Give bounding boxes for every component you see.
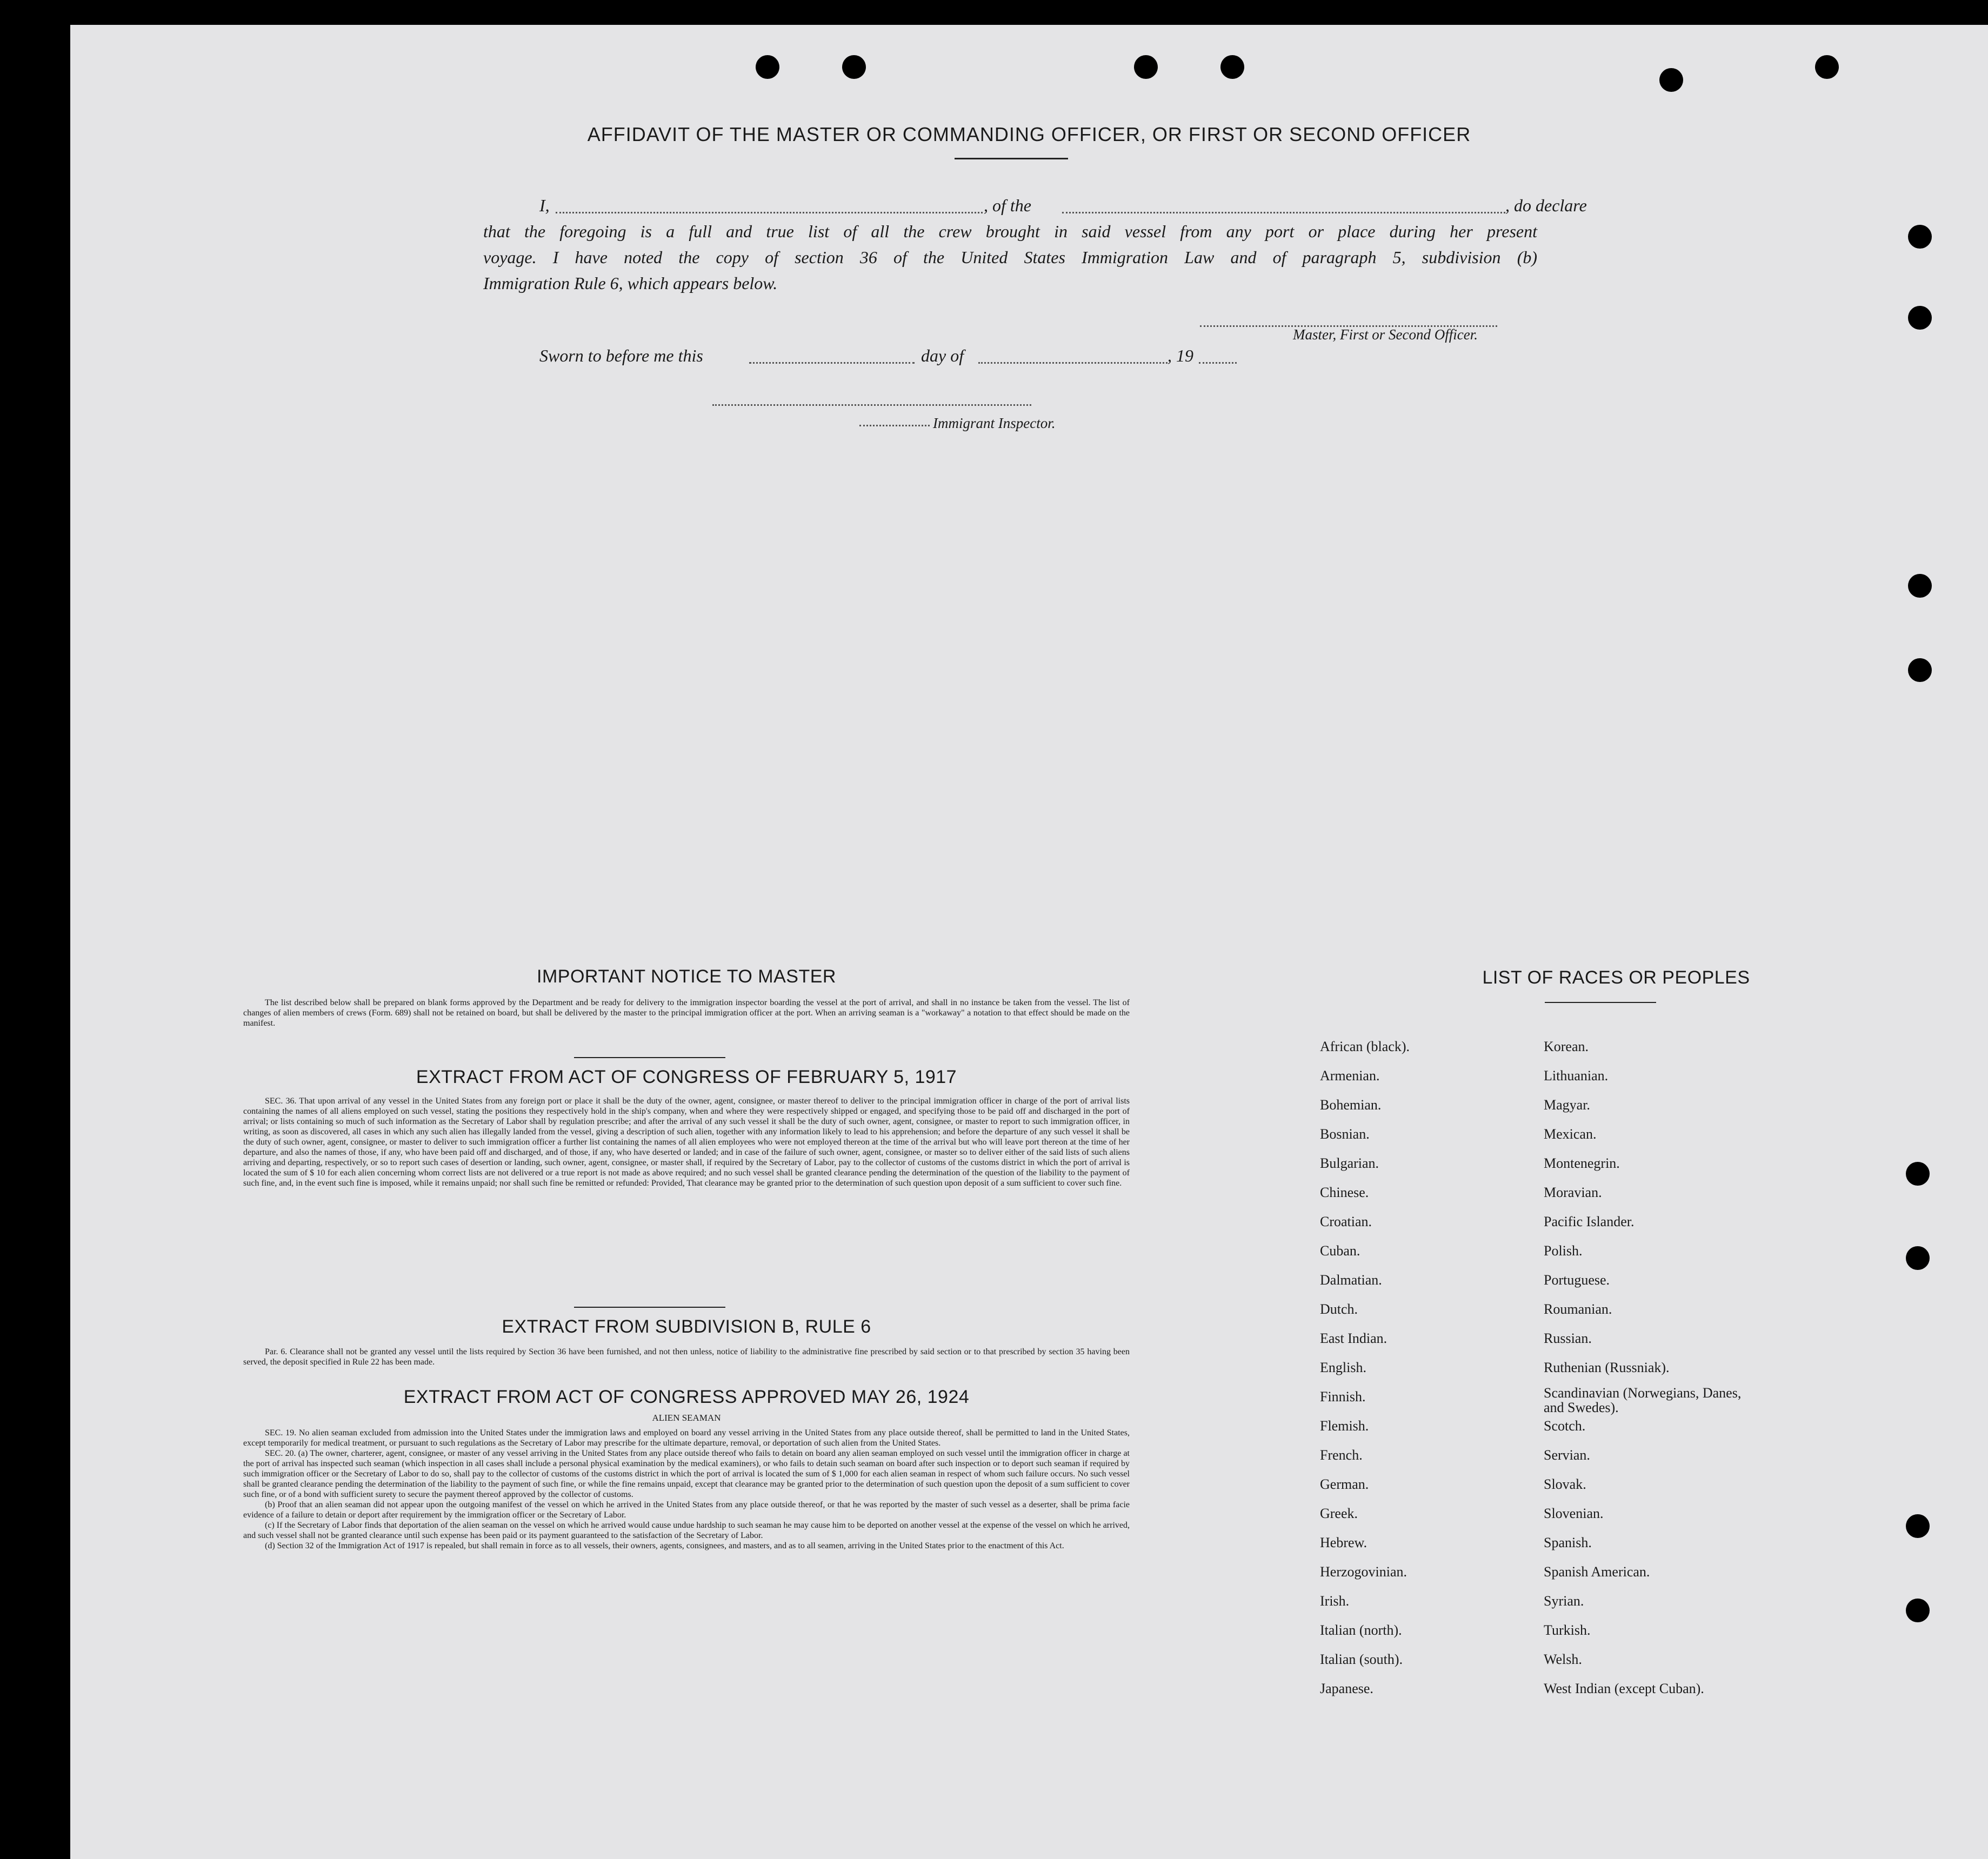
- punch-hole: [1906, 1599, 1930, 1622]
- race-item: Bulgarian.: [1320, 1155, 1379, 1171]
- punch-hole: [756, 55, 779, 79]
- race-item: Armenian.: [1320, 1068, 1380, 1084]
- race-item: Bohemian.: [1320, 1097, 1382, 1113]
- race-item: Polish.: [1544, 1243, 1583, 1259]
- race-item: Chinese.: [1320, 1185, 1369, 1200]
- extract-1917-paragraph: SEC. 36. That upon arrival of any vessel in the United States from any foreign port or place it shall be the duty of the owner, agent, consignee, or master thereof to deliver to the principal immigration officer in charge of the port of arrival lists containing the names of all aliens employed on such vessel, stating the positions they respectively hold in the ship's company, when and where they were respectively shipped or engaged, and specifying those to be paid off and discharged in the port of arrival; or lists containing so much of such information as the Secretary of Labor shall by regulation prescribe; and after the arrival of any such vessel it shall be the duty of such owner, agent, consignee, or master to report to such immigration officer, in writing, as soon as discovered, all cases in which any such alien has illegally landed from the vessel, giving a description of such alien, together with any information likely to lead to his apprehension; and before the departure of any such vessel it shall be the duty of such owner, agent, consignee, or master to deliver to such immigration officer a further list containing the names of all alien employees who were not employed thereon at the time of the arrival but who will leave port thereon at the time of her departure, and also the names of those, if any, who have been paid off and discharged, and of those, if any, who have deserted or landed; and in case of the failure of such owner, agent, consignee, or master so to deliver either of the said lists of such aliens arriving and departing, respectively, or so to report such cases of desertion or landing, such owner, agent, consignee, or master shall, if required by the Secretary of Labor, pay to the collector of customs of the customs district in which the port of arrival is located the sum of $ 10 for each alien concerning whom correct lists are not delivered or a true report is not made as above required; and no such vessel shall be granted clearance pending the determination of the question of the liability to the payment of such fine, and, in the event such fine is imposed, while it remains unpaid; nor shall such fine be remitted or refunded: Provided, That clearance may be granted prior to the determination of such question upon deposit of a sum sufficient to cover such fine.: [243, 1096, 1130, 1188]
- form-page: [70, 25, 1988, 1859]
- race-item: African (black).: [1320, 1039, 1410, 1054]
- extract-1924-text: [243, 1428, 1130, 1551]
- affidavit-body-line: voyage. I have noted the copy of section 36 of the United States Immigration Law and of paragraph 5, subdivision (b): [483, 248, 1537, 267]
- races-title: LIST OF RACES OR PEOPLES: [1482, 967, 1750, 988]
- extract-1924-paragraph: (d) Section 32 of the Immigration Act of 1917 is repealed, but shall remain in force as to all vessels, their owners, agents, consignees, and masters, and as to all seamen, arriving in the United States prior to the enactment of this Act.: [265, 1541, 1064, 1550]
- race-item: Slovak.: [1544, 1476, 1586, 1492]
- race-item: Syrian.: [1544, 1593, 1584, 1609]
- race-item: French.: [1320, 1447, 1363, 1463]
- race-item: Herzogovinian.: [1320, 1564, 1407, 1580]
- race-item: East Indian.: [1320, 1330, 1387, 1346]
- punch-hole: [1220, 55, 1244, 79]
- race-item: Portuguese.: [1544, 1272, 1610, 1288]
- extract-1924-subtitle: ALIEN SEAMAN: [652, 1413, 721, 1423]
- race-item: Irish.: [1320, 1593, 1350, 1609]
- race-item: Greek.: [1320, 1506, 1358, 1521]
- affidavit-title: AFFIDAVIT OF THE MASTER OR COMMANDING OFFICER, OR FIRST OR SECOND OFFICER: [587, 123, 1471, 145]
- race-item: Japanese.: [1320, 1681, 1373, 1696]
- race-item: Bosnian.: [1320, 1126, 1370, 1142]
- sworn-day-of-label: day of: [921, 346, 964, 365]
- extract-rule6-title: EXTRACT FROM SUBDIVISION B, RULE 6: [502, 1316, 871, 1337]
- punch-hole: [1908, 658, 1932, 682]
- race-item: Mexican.: [1544, 1126, 1597, 1142]
- extract-rule6-paragraph: Par. 6. Clearance shall not be granted any vessel until the lists required by Section 36 have been furnished, and not then unless, notice of liability to the administrative fine prescribed by said section or to that prescribed by section 35 having been served, the deposit specified in Rule 22 has been made.: [243, 1347, 1130, 1367]
- section-divider: [574, 1057, 725, 1058]
- race-item: Montenegrin.: [1544, 1155, 1620, 1171]
- affidavit-body-line: that the foregoing is a full and true list of all the crew brought in said vessel from any port or place during her present: [483, 222, 1537, 241]
- inspector-signature-line[interactable]: [712, 404, 1031, 406]
- inspector-signature-line[interactable]: [859, 425, 930, 426]
- race-item: Scotch.: [1544, 1418, 1586, 1434]
- notice-paragraph: The list described below shall be prepared on blank forms approved by the Department and be ready for delivery to the immigration inspector boarding the vessel at the port of arrival, and shall in no instance be taken from the vessel. The list of changes of alien members of crews (Form. 689) shall not be retained on board, but shall be delivered by the master to the principal immigration officer at the port. When an arriving seaman is a "workaway" a notation to that effect should be made on the manifest.: [243, 998, 1130, 1028]
- extract-1924-paragraph: SEC. 20. (a) The owner, charterer, agent, consignee, or master of any vessel arriving in the United States from any place outside thereof who fails to detain on board any alien seaman employed on such vessel until the immigration officer in charge at the port of arrival has inspected such seaman (which inspection in all cases shall include a personal physical examination by the medical examiners), or who fails to detain such seaman on board after such inspection or to deport such seaman if required by such immigration officer or the Secretary of Labor to do so, shall pay to the collector of customs of the customs district in which the port of arrival is located the sum of $ 1,000 for each alien seaman in respect of whom such failure occurs. No such vessel shall be granted clearance pending the determination of the liability to the payment of such fine, or while the fine remains unpaid, except that clearance may be granted prior to the determination of such question upon the deposit of a sum sufficient to cover such fine, or of a bond with sufficient surety to secure the payment thereof approved by the collector of customs.: [243, 1449, 1130, 1499]
- section-divider: [574, 1307, 725, 1308]
- affidavit-declare-label: , do declare: [1505, 196, 1587, 215]
- title-underline: [955, 158, 1068, 159]
- race-item: English.: [1320, 1360, 1366, 1375]
- race-item: Ruthenian (Russniak).: [1544, 1360, 1670, 1375]
- notice-text: [243, 998, 1130, 1028]
- race-item: Scandinavian (Norwegians, Danes, and Swedes).: [1544, 1385, 1742, 1415]
- race-item: Italian (south).: [1320, 1651, 1403, 1667]
- race-item: Spanish.: [1544, 1535, 1592, 1550]
- signature-caption: Master, First or Second Officer.: [1293, 326, 1478, 343]
- race-item: Lithuanian.: [1544, 1068, 1609, 1084]
- race-item: Slovenian.: [1544, 1506, 1604, 1521]
- extract-1917-text: [243, 1096, 1130, 1188]
- punch-hole: [1906, 1246, 1930, 1270]
- race-item: Cuban.: [1320, 1243, 1360, 1259]
- extract-rule6-text: [243, 1347, 1130, 1367]
- race-item: Magyar.: [1544, 1097, 1590, 1113]
- race-item: Pacific Islander.: [1544, 1214, 1635, 1229]
- punch-hole: [1908, 306, 1932, 330]
- sworn-month-field[interactable]: [978, 362, 1168, 364]
- race-item: West Indian (except Cuban).: [1544, 1681, 1704, 1696]
- section-divider: [1545, 1002, 1656, 1003]
- race-item: Servian.: [1544, 1447, 1590, 1463]
- sworn-day-field[interactable]: [749, 362, 915, 364]
- punch-hole: [842, 55, 866, 79]
- sworn-year-label: , 19: [1168, 346, 1193, 365]
- affidavit-body-line: Immigration Rule 6, which appears below.: [483, 273, 778, 293]
- race-item: Moravian.: [1544, 1185, 1602, 1200]
- race-item: Korean.: [1544, 1039, 1589, 1054]
- punch-hole: [1908, 225, 1932, 249]
- race-item: German.: [1320, 1476, 1369, 1492]
- race-item: Croatian.: [1320, 1214, 1372, 1229]
- punch-hole: [1659, 68, 1683, 92]
- affidavit-i-label: I,: [539, 196, 550, 215]
- race-item: Spanish American.: [1544, 1564, 1650, 1580]
- name-field[interactable]: [556, 212, 983, 213]
- race-item: Turkish.: [1544, 1622, 1591, 1638]
- race-item: Dutch.: [1320, 1301, 1358, 1317]
- extract-1924-title: EXTRACT FROM ACT OF CONGRESS APPROVED MAY 26, 1924: [403, 1387, 970, 1407]
- race-item: Roumanian.: [1544, 1301, 1612, 1317]
- punch-hole: [1815, 55, 1839, 79]
- extract-1924-paragraph: (c) If the Secretary of Labor finds that deportation of the alien seaman on the vessel on which he arrived would cause undue hardship to such seaman he may cause him to be deported on another vessel at the expense of the vessel on which he arrived, and such vessel shall not be granted clearance until such expense has been paid or its payment guaranteed to the satisfaction of the Secretary of Labor.: [243, 1521, 1130, 1540]
- inspector-caption: Immigrant Inspector.: [933, 415, 1056, 431]
- race-item: Italian (north).: [1320, 1622, 1402, 1638]
- punch-hole: [1906, 1162, 1930, 1186]
- vessel-field[interactable]: [1062, 212, 1505, 213]
- extract-1917-title: EXTRACT FROM ACT OF CONGRESS OF FEBRUARY 5, 1917: [416, 1067, 957, 1087]
- punch-hole: [1134, 55, 1158, 79]
- sworn-year-field[interactable]: [1199, 362, 1237, 364]
- affidavit-of-the-label: , of the: [984, 196, 1031, 215]
- race-item: Dalmatian.: [1320, 1272, 1382, 1288]
- race-item: Finnish.: [1320, 1389, 1366, 1405]
- extract-1924-paragraph: (b) Proof that an alien seaman did not appear upon the outgoing manifest of the vessel on which he arrived in the United States from any place outside thereof, or that he was reported by the master of such vessel as a deserter, shall be prima facie evidence of a failure to detain or deport after requirement by the immigration officer or the Secretary of Labor.: [243, 1500, 1130, 1520]
- extract-1924-paragraph: SEC. 19. No alien seaman excluded from admission into the United States under the immigration laws and employed on board any vessel arriving in the United States from any place outside thereof, shall be permitted to land in the United States, except temporarily for medical treatment, or pursuant to such regulations as the Secretary of Labor may prescribe for the ultimate departure, removal, or deportation of such alien from the United States.: [243, 1428, 1130, 1448]
- sworn-prefix: Sworn to before me this: [539, 346, 703, 365]
- race-item: Hebrew.: [1320, 1535, 1367, 1550]
- notice-title: IMPORTANT NOTICE TO MASTER: [537, 966, 836, 987]
- punch-hole: [1908, 574, 1932, 598]
- race-item: Russian.: [1544, 1330, 1592, 1346]
- punch-hole: [1906, 1514, 1930, 1538]
- race-item: Welsh.: [1544, 1651, 1582, 1667]
- race-item: Flemish.: [1320, 1418, 1369, 1434]
